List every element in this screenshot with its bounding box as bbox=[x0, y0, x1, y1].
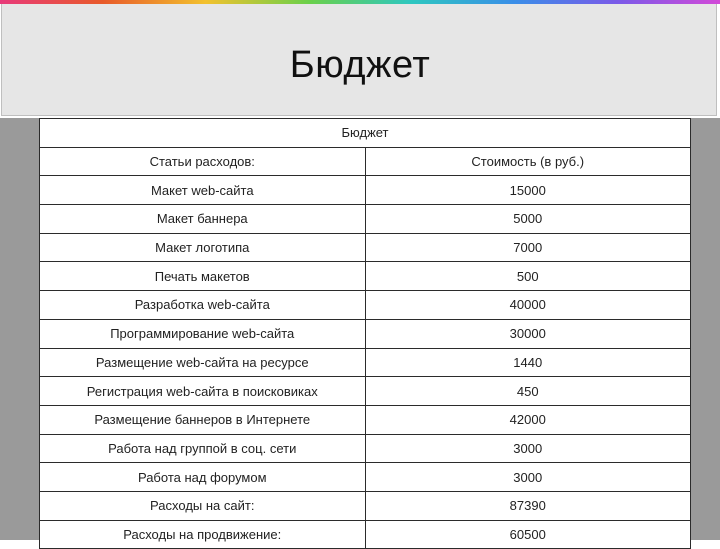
header-expense-item: Статьи расходов: bbox=[40, 147, 366, 176]
cost-cell: 3000 bbox=[365, 463, 691, 492]
expense-item-cell: Расходы на сайт: bbox=[40, 491, 366, 520]
table-caption-row bbox=[40, 119, 691, 148]
expense-item-cell: Печать макетов bbox=[40, 262, 366, 291]
table-row bbox=[40, 291, 691, 320]
expense-item-cell: Программирование web-сайта bbox=[40, 319, 366, 348]
cost-cell: 60500 bbox=[365, 520, 691, 549]
table-caption: Бюджет bbox=[40, 119, 691, 148]
expense-item-cell: Макет web-сайта bbox=[40, 176, 366, 205]
expense-item-cell: Работа над группой в соц. сети bbox=[40, 434, 366, 463]
table-row bbox=[40, 176, 691, 205]
table-row bbox=[40, 434, 691, 463]
table-row bbox=[40, 377, 691, 406]
expense-item-cell: Разработка web-сайта bbox=[40, 291, 366, 320]
expense-item-cell: Регистрация web-сайта в поисковиках bbox=[40, 377, 366, 406]
cost-cell: 1440 bbox=[365, 348, 691, 377]
cost-cell: 5000 bbox=[365, 205, 691, 234]
cost-cell: 87390 bbox=[365, 491, 691, 520]
left-margin-panel bbox=[0, 118, 39, 540]
cost-cell: 15000 bbox=[365, 176, 691, 205]
cost-cell: 450 bbox=[365, 377, 691, 406]
slide-title: Бюджет bbox=[289, 44, 431, 86]
expense-item-cell: Размещение баннеров в Интернете bbox=[40, 405, 366, 434]
table-header-row bbox=[40, 147, 691, 176]
expense-item-cell: Расходы на продвижение: bbox=[40, 520, 366, 549]
table-row bbox=[40, 319, 691, 348]
cost-cell: 500 bbox=[365, 262, 691, 291]
table-row bbox=[40, 491, 691, 520]
expense-item-cell: Размещение web-сайта на ресурсе bbox=[40, 348, 366, 377]
table-row bbox=[40, 348, 691, 377]
header-cost: Стоимость (в руб.) bbox=[365, 147, 691, 176]
expense-item-cell: Макет баннера bbox=[40, 205, 366, 234]
budget-table bbox=[39, 118, 691, 549]
table-row bbox=[40, 205, 691, 234]
right-margin-panel bbox=[691, 118, 720, 540]
table-row bbox=[40, 405, 691, 434]
cost-cell: 40000 bbox=[365, 291, 691, 320]
cost-cell: 7000 bbox=[365, 233, 691, 262]
table-row bbox=[40, 463, 691, 492]
expense-item-cell: Макет логотипа bbox=[40, 233, 366, 262]
cost-cell: 30000 bbox=[365, 319, 691, 348]
cost-cell: 42000 bbox=[365, 405, 691, 434]
cost-cell: 3000 bbox=[365, 434, 691, 463]
expense-item-cell: Работа над форумом bbox=[40, 463, 366, 492]
table-row bbox=[40, 520, 691, 549]
table-row bbox=[40, 233, 691, 262]
table-row bbox=[40, 262, 691, 291]
